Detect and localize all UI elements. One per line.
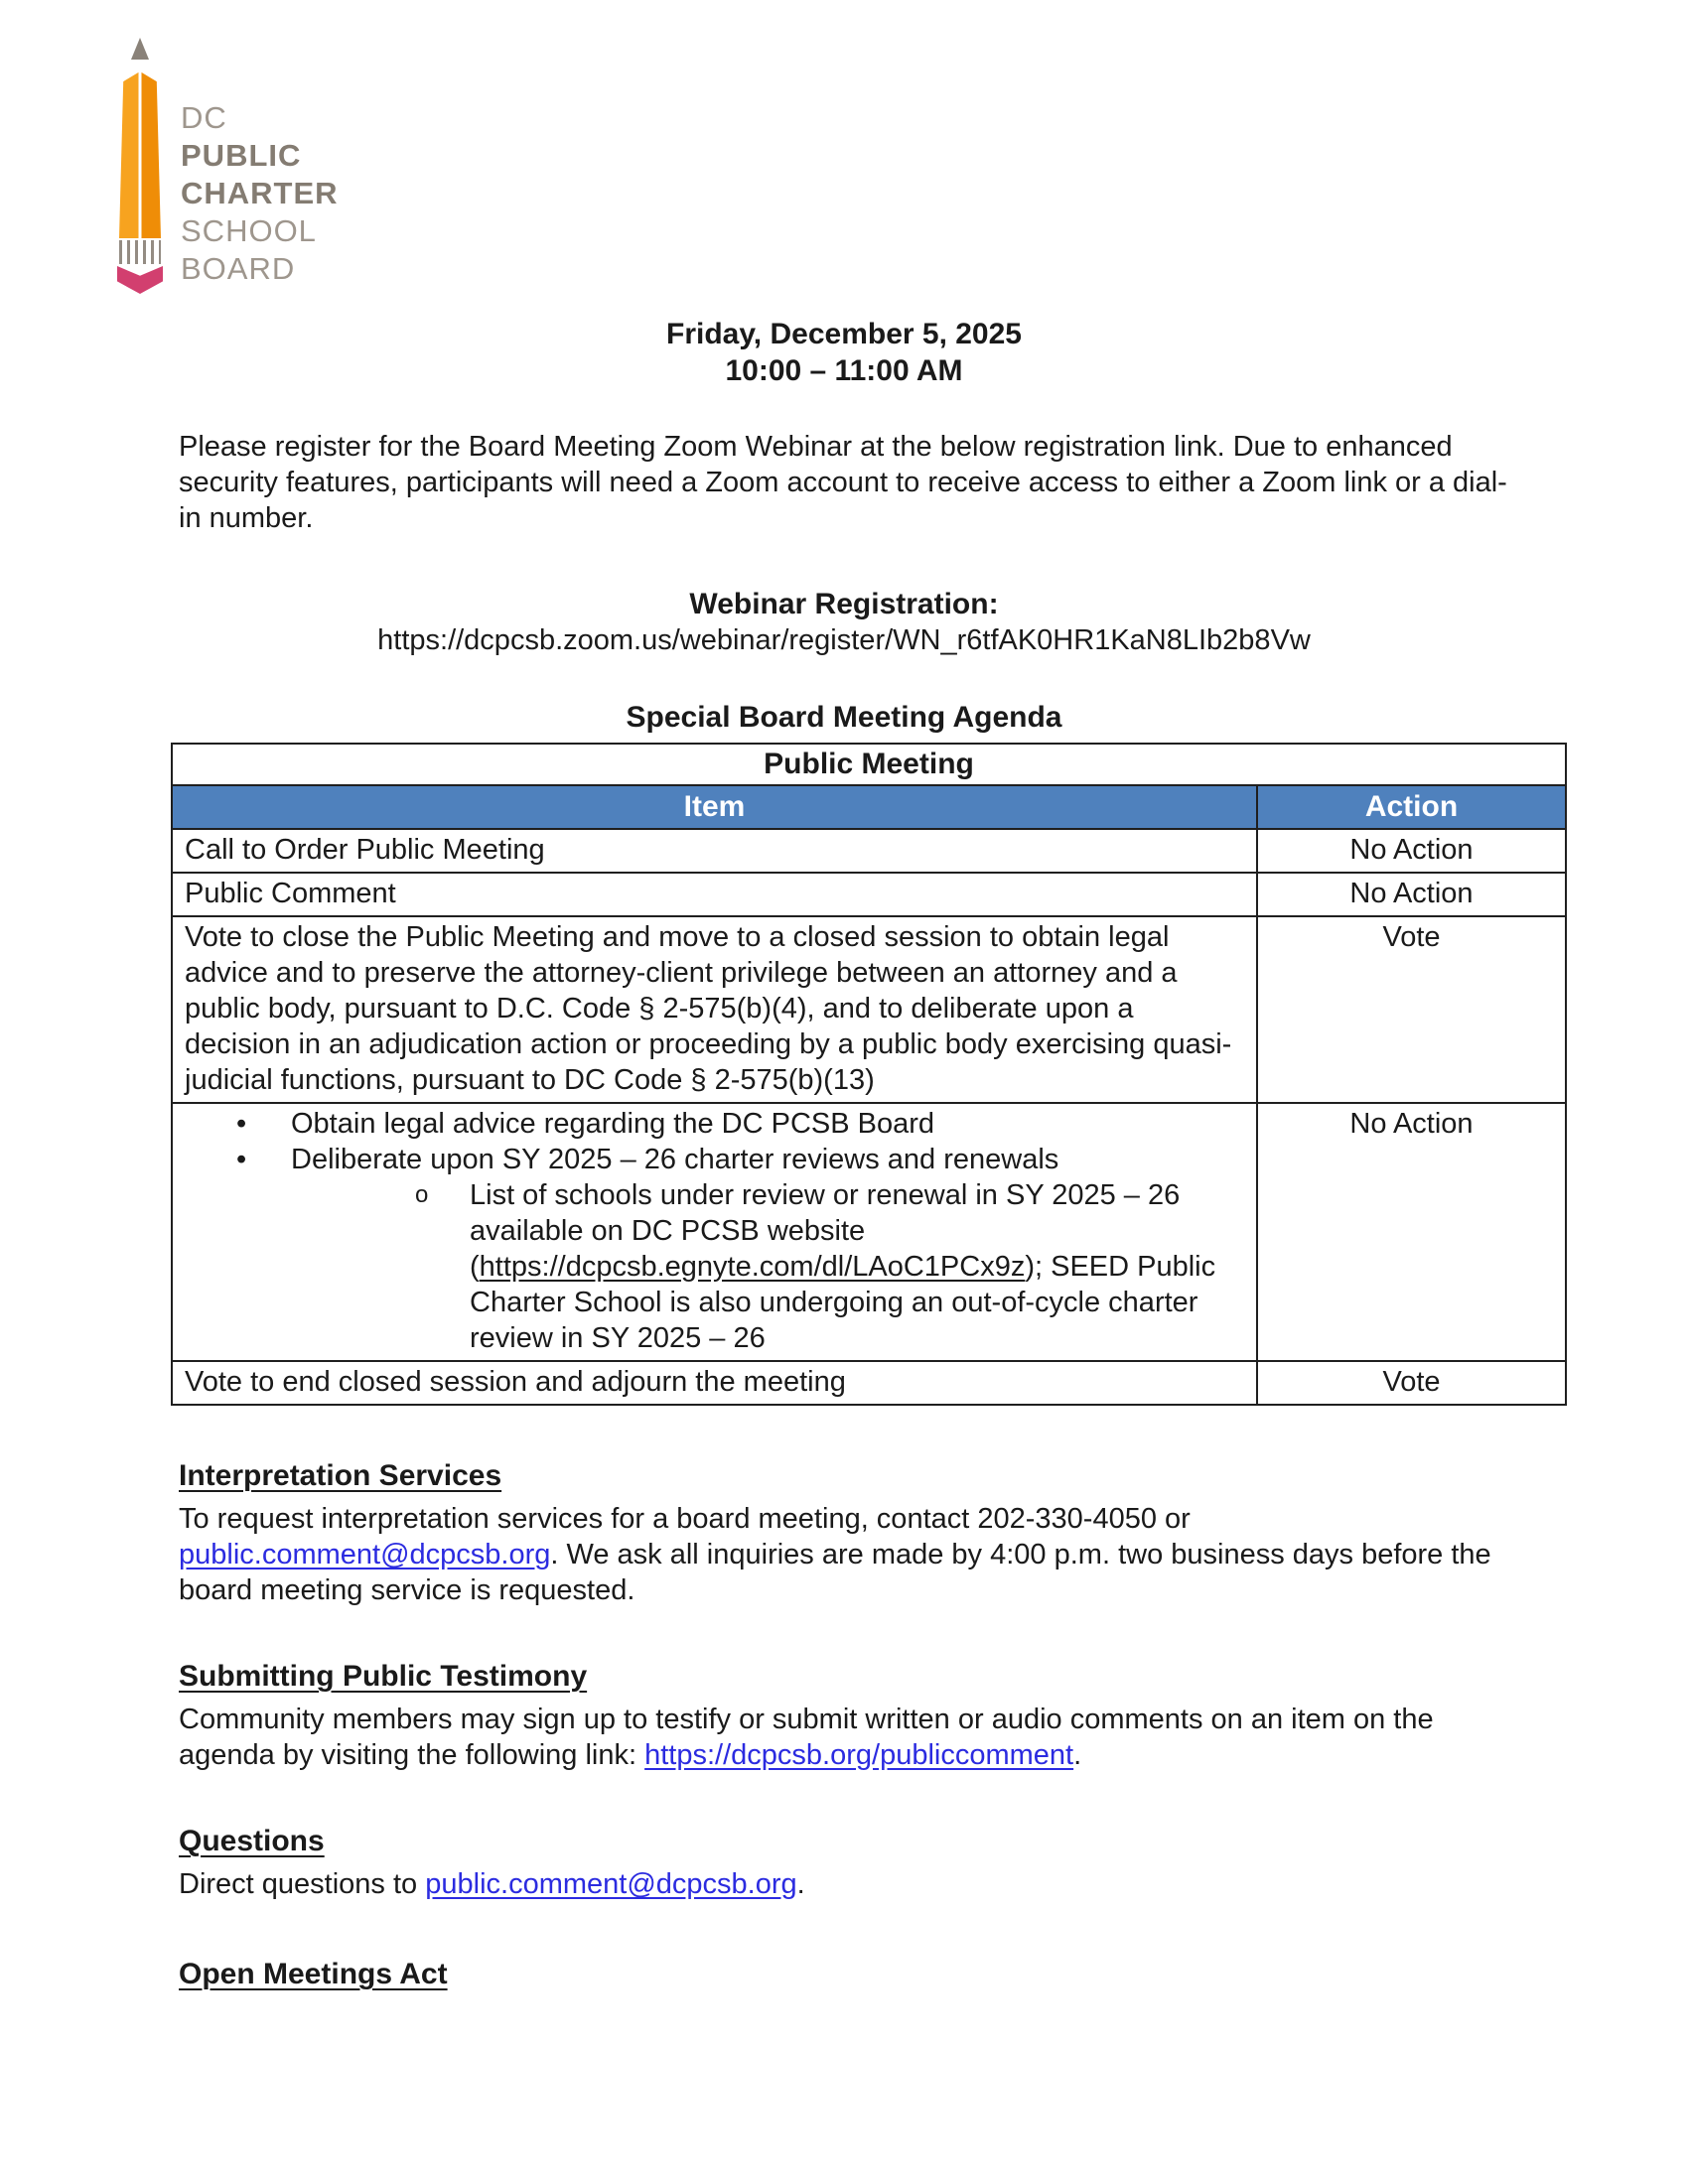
interpretation-services-body (179, 1501, 1519, 1608)
meeting-time: 10:00 – 11:00 AM (725, 354, 963, 387)
pencil-eraser-icon (117, 266, 163, 294)
section-open-meetings-act (179, 1958, 1519, 1991)
body-text-after: . (796, 1868, 805, 1900)
agenda-subtitle: Public Meeting (172, 744, 1566, 785)
pencil-tip-icon (131, 38, 149, 60)
webinar-registration-block (0, 586, 1688, 659)
open-meetings-act-heading: Open Meetings Act (179, 1958, 448, 1990)
agenda-table (171, 743, 1567, 1406)
table-row (172, 1361, 1566, 1405)
logo-line-dc: DC (181, 100, 227, 135)
body-text-before: To request interpretation services for a board meeting, contact 202-330-4050 or (179, 1503, 1191, 1535)
questions-body (179, 1866, 1519, 1902)
agenda-action: No Action (1257, 873, 1566, 916)
agenda-item: Vote to end closed session and adjourn the meeting (172, 1361, 1257, 1405)
questions-heading: Questions (179, 1825, 325, 1857)
meeting-date: Friday, December 5, 2025 (666, 318, 1022, 350)
column-header-item: Item (172, 785, 1257, 829)
body-text-after: . (1073, 1739, 1082, 1771)
logo-line-school: SCHOOL (181, 213, 317, 248)
list-item (185, 1106, 1244, 1142)
table-row (172, 744, 1566, 785)
pencil-icon (117, 38, 163, 294)
public-testimony-heading: Submitting Public Testimony (179, 1660, 588, 1693)
table-row (172, 916, 1566, 1103)
logo-wordmark (181, 99, 339, 288)
agenda-item: Call to Order Public Meeting (172, 829, 1257, 873)
sub-bullet-text (470, 1177, 1244, 1356)
agenda-item: Vote to close the Public Meeting and move to a closed session to obtain legal advice and to preserve the attorney-client privilege between an attorney and a public body, pursuant to D.C. Code § 2-575(b)(4), and to deliberate upon a decision in an adjudication action or proceeding by a public body exercising quasi-judicial functions, pursuant to DC Code § 2-575(b)(13) (172, 916, 1257, 1103)
logo-line-board: BOARD (181, 251, 296, 286)
bullet-text: Obtain legal advice regarding the DC PCSB Board (291, 1108, 935, 1140)
bullet-text: Deliberate upon SY 2025 – 26 charter reviews and renewals (291, 1144, 1059, 1175)
bullet-icon: • (236, 1108, 247, 1140)
public-comment-link[interactable]: https://dcpcsb.org/publiccomment (644, 1739, 1074, 1771)
questions-email-link[interactable]: public.comment@dcpcsb.org (425, 1868, 797, 1900)
agenda-title: Special Board Meeting Agenda (626, 701, 1062, 734)
body-text-after: . We ask all inquiries are made by 4:00 p.m. two business days before the board meeting service is requested. (179, 1539, 1491, 1606)
agenda-action: Vote (1257, 916, 1566, 1103)
body-text-before: Direct questions to (179, 1868, 426, 1900)
sub-bullet-text-after: ); SEED Public Charter School is also undergoing an out-of-cycle charter review in SY 2025 – 26 (470, 1251, 1216, 1354)
agenda-item: Public Comment (172, 873, 1257, 916)
section-questions (179, 1825, 1519, 1902)
webinar-registration-label: Webinar Registration: (689, 588, 999, 620)
table-row (172, 873, 1566, 916)
section-public-testimony (179, 1660, 1519, 1773)
table-header-row (172, 785, 1566, 829)
info-sections (179, 1459, 1519, 1991)
agenda-action: No Action (1257, 1103, 1566, 1361)
sub-bullet-text-before: List of schools under review or renewal in SY 2025 – 26 available on DC PCSB website ( (470, 1179, 1181, 1283)
table-row (172, 1103, 1566, 1361)
body-text-before: Community members may sign up to testify or submit written or audio comments on an item on the agenda by visiting the following link: (179, 1704, 1434, 1771)
agenda-action: No Action (1257, 829, 1566, 873)
agenda-action: Vote (1257, 1361, 1566, 1405)
circle-bullet-icon: o (415, 1181, 429, 1208)
interpretation-email-link[interactable]: public.comment@dcpcsb.org (179, 1539, 551, 1570)
logo-line-public: PUBLIC (181, 138, 302, 173)
pencil-ferrule-icon (119, 240, 161, 264)
table-row (172, 829, 1566, 873)
column-header-action: Action (1257, 785, 1566, 829)
bullet-icon: • (236, 1144, 247, 1175)
pencil-body-icon (119, 71, 161, 238)
public-testimony-body (179, 1702, 1519, 1773)
registration-intro-paragraph: Please register for the Board Meeting Zoom Webinar at the below registration link. Due to enhanced security features, participants will need a Zoom account to receive access to either a Zoom link or a dial-in number. (179, 431, 1507, 534)
schools-list-link[interactable]: https://dcpcsb.egnyte.com/dl/LAoC1PCx9z (479, 1251, 1026, 1283)
logo-line-charter: CHARTER (181, 176, 339, 210)
interpretation-services-heading: Interpretation Services (179, 1459, 502, 1492)
list-item (185, 1142, 1244, 1177)
section-interpretation-services (179, 1459, 1519, 1608)
webinar-registration-url: https://dcpcsb.zoom.us/webinar/register/WN_r6tfAK0HR1KaN8LIb2b8Vw (377, 624, 1311, 656)
list-item (185, 1177, 1244, 1356)
agenda-item-bullets (172, 1103, 1257, 1361)
